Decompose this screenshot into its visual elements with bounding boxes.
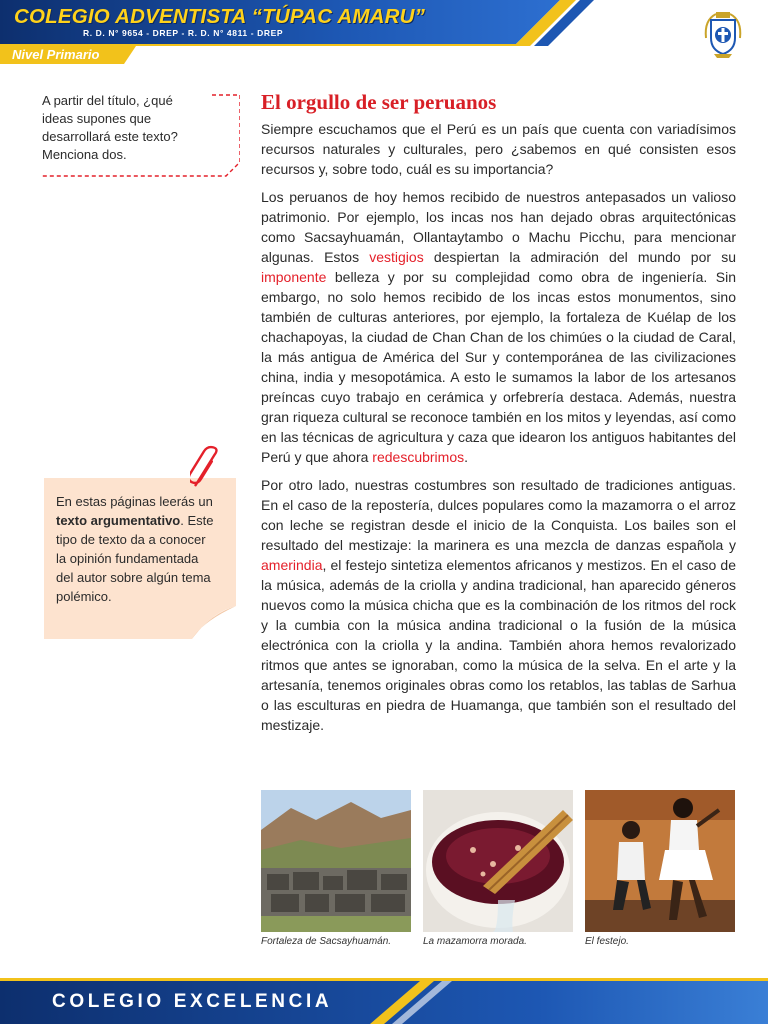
keyword-vestigios: vestigios (369, 249, 424, 265)
keyword-imponente: imponente (261, 269, 327, 285)
photo-caption-dessert: La mazamorra morada. (423, 936, 527, 947)
note-text-end: . Este tipo de texto da a conocer la opinión fundamentada del autor sobre algún tema polémico. (56, 513, 214, 604)
paragraph-heritage (261, 187, 736, 467)
footer-title: COLEGIO EXCELENCIA (52, 991, 333, 1012)
keyword-amerindia: amerindia (261, 557, 323, 573)
paragraph-text: Por otro lado, nuestras costumbres son resultado de tradiciones antiguas. En el caso de la repostería, dulces populares como la mazamorra o el arroz con leche se registran desde el inicio de la Conquista. Los bailes son el resultado del mestizaje: la marinera es una mezcla de danzas española y (261, 477, 736, 553)
article-body (261, 119, 736, 743)
photo-caption-dancers: El festejo. (585, 936, 629, 947)
paragraph-text: belleza y por su complejidad como obra de ingeniería. Sin embargo, no solo hemos recibido de los incas estos monumentos, sino también de culturas anteriores, por ejemplo, la fortaleza de Kuélap de los chachapoyas, la ciudad de Chan Chan de los chimúes o la ciudad de Caral, la más antigua de América del Sur y contemporánea de las civilizaciones china, india y mesopotámica. A esto le sumamos la labor de los artesanos preíncas cuyo trabajo en cerámica y orfebrería destaca. Además, nuestra gran riqueza cultural se reconoce también en los mitos y leyendas, así como en las técnicas de agricultura y caza que idearon los antiguos habitantes del Perú y que ahora (261, 269, 736, 465)
prereading-question: A partir del título, ¿qué ideas supones que desarrollará este texto? Menciona dos. (42, 93, 178, 162)
school-crest-icon (700, 8, 746, 60)
resolution-numbers: R. D. N° 9654 - DREP - R. D. N° 4811 - DREP (83, 28, 284, 38)
dancers-photo (585, 790, 735, 932)
paperclip-icon (190, 445, 220, 491)
paragraph-text: Los peruanos de hoy hemos recibido de nuestros antepasados un valioso patrimonio. Por ejemplo, los incas nos han dejado obras arquitectónicas como Sacsayhuamán, Ollantaytambo o Machu Picchu, para mencionar algunas. Estos (261, 189, 736, 265)
dessert-photo (423, 790, 573, 932)
school-name: COLEGIO ADVENTISTA “TÚPAC AMARU” (14, 5, 426, 28)
photo-strip (261, 790, 737, 935)
keyword-redescubrimos: redescubrimos (372, 449, 465, 465)
paragraph-text: , el festejo sintetiza elementos africanos y mestizos. En el caso de la música, además de la criolla y andina tradicional, han aparecido géneros nuevos como la música chicha que es la combinación de los ritmos del rock y la cumbia con la música andina tradicional o la fusión de la música electrónica con la criolla y la andina. También ahora hemos revalorizado ritmos que antes se ignoraban, como la música de la selva. En el arte y la artesanía, tenemos originales obras como los retablos, las tablas de Sarhua o las esculturas en piedra de Huamanga, que también son el resultado del mestizaje. (261, 557, 736, 733)
paragraph-intro: Siempre escuchamos que el Perú es un país que cuenta con variadísimos recursos naturales y culturales, pero ¿sabemos en qué consisten esos recursos y, sobre todo, cuál es su importancia? (261, 121, 736, 177)
note-text (56, 492, 216, 606)
paragraph-text: despiertan la admiración del mundo por su (423, 249, 736, 265)
article-title: El orgullo de ser peruanos (261, 90, 497, 114)
paragraph-customs (261, 475, 736, 735)
paragraph-text: . (464, 449, 469, 465)
fortress-photo (261, 790, 411, 932)
page-header (0, 0, 768, 66)
level-tab-label: Nivel Primario (12, 47, 100, 62)
note-keyword: texto argumentativo (56, 513, 181, 528)
photo-caption-fortress: Fortaleza de Sacsayhuamán. (261, 936, 392, 947)
note-text-start: En estas páginas leerás un (56, 494, 213, 509)
